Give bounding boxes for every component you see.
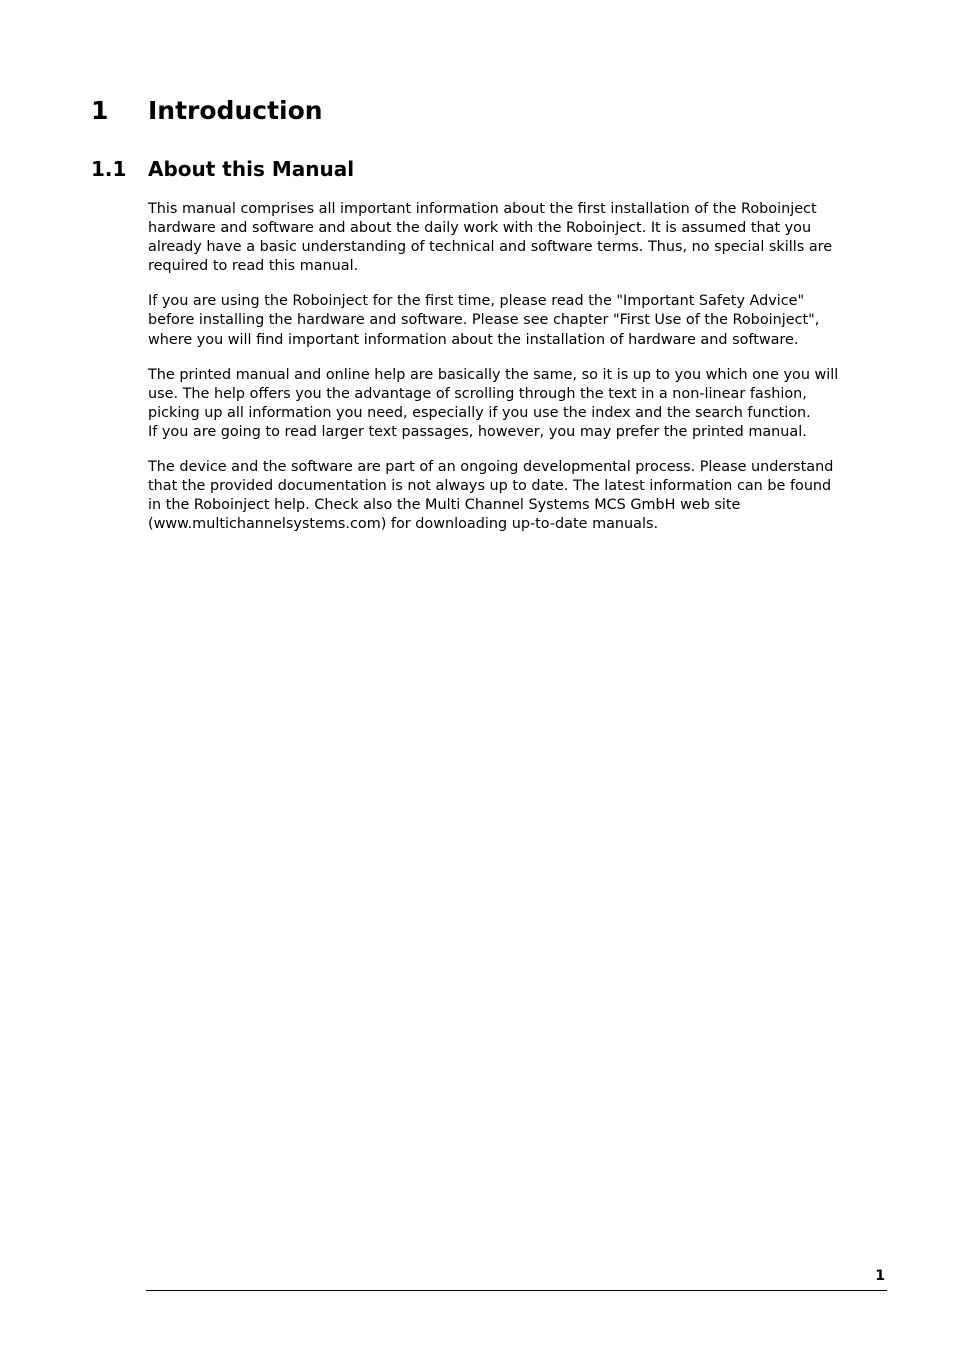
paragraph-1 bbox=[148, 200, 873, 276]
body-text bbox=[148, 200, 873, 550]
section-title: About this Manual bbox=[148, 157, 355, 181]
text-line: The printed manual and online help are basically the same, so it is up to you which one you will bbox=[148, 366, 839, 383]
paragraph-4 bbox=[148, 458, 873, 534]
page-number: 1 bbox=[875, 1268, 885, 1284]
text-line: If you are going to read larger text passages, however, you may prefer the printed manual. bbox=[148, 423, 807, 440]
text-line: If you are using the Roboinject for the first time, please read the "Important Safety Advice" bbox=[148, 293, 805, 310]
footer-divider bbox=[146, 1290, 887, 1291]
text-line: where you will find important information about the installation of hardware and software. bbox=[148, 331, 799, 348]
section-heading bbox=[91, 155, 354, 183]
text-line: in the Roboinject help. Check also the Multi Channel Systems MCS GmbH web site bbox=[148, 497, 741, 514]
text-line: This manual comprises all important information about the first installation of the Roboinject bbox=[148, 201, 817, 217]
paragraph-2 bbox=[148, 292, 873, 349]
chapter-heading bbox=[91, 94, 323, 128]
text-line: hardware and software and about the daily work with the Roboinject. It is assumed that you bbox=[148, 220, 812, 237]
text-line: The device and the software are part of an ongoing developmental process. Please understand bbox=[148, 459, 834, 476]
text-line: (www.multichannelsystems.com) for downloading up-to-date manuals. bbox=[148, 516, 659, 533]
section-number: 1.1 bbox=[91, 157, 127, 181]
text-line: required to read this manual. bbox=[148, 258, 359, 275]
paragraph-3 bbox=[148, 366, 873, 442]
text-line: picking up all information you need, especially if you use the index and the search function. bbox=[148, 404, 811, 421]
text-line: already have a basic understanding of technical and software terms. Thus, no special skills are bbox=[148, 239, 833, 256]
chapter-title: Introduction bbox=[148, 96, 323, 125]
text-line: use. The help offers you the advantage of scrolling through the text in a non-linear fashion, bbox=[148, 385, 807, 402]
text-line: before installing the hardware and software. Please see chapter "First Use of the Roboinject", bbox=[148, 312, 820, 329]
chapter-number: 1 bbox=[91, 96, 109, 125]
text-line: that the provided documentation is not always up to date. The latest information can be found bbox=[148, 478, 832, 495]
